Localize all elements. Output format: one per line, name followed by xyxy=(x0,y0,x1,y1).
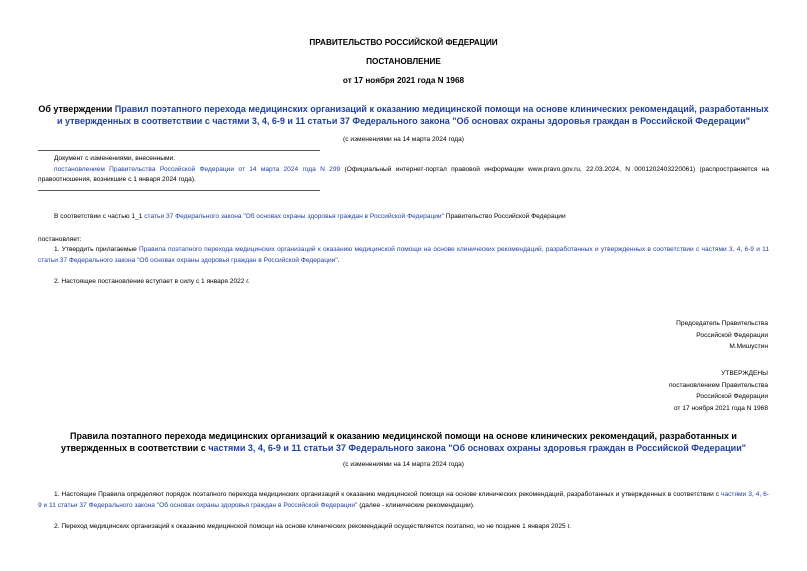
preamble-law-link[interactable]: статьи 37 Федерального закона "Об основах охраны здоровья граждан в Российской Федерации" xyxy=(144,213,444,220)
signature-line-1: Председатель Правительства xyxy=(676,320,768,327)
item-1-suffix: . xyxy=(337,256,340,264)
signature-block xyxy=(676,318,768,353)
rules-amendment-note: (с изменениями на 14 марта 2024 года) xyxy=(343,461,464,468)
item-1-prefix: 1. Утвердить прилагаемые xyxy=(54,246,140,253)
item-1-rules-link[interactable]: Правила поэтапного перехода медицинских организаций к оказанию медицинской помощи на основе клинических рекомендаций, разработанных и утвержденных в соответствии с частями 3, 4, 6-9 и 11 статьи 37 Федерального закона "Об основах охраны здоровья граждан в Российской Федерации" xyxy=(38,246,769,264)
item-1-paragraph xyxy=(38,245,769,266)
changes-box-intro: Документ с изменениями, внесенными: xyxy=(54,155,176,162)
signature-line-2: Российской Федерации xyxy=(696,331,768,339)
rule-1-law-link[interactable]: частями 3, 4, 6-9 и 11 статьи 37 Федерального закона "Об основах охраны здоровья граждан в Российской Федерации" xyxy=(38,491,769,509)
rules-title-law-link[interactable]: частями 3, 4, 6-9 и 11 статьи 37 Федерального закона "Об основах охраны здоровья граждан в Российской Федерации" xyxy=(208,443,746,453)
approved-block xyxy=(669,368,768,414)
rules-title xyxy=(38,430,769,454)
preamble-prefix: В соответствии с частью 1_1 xyxy=(54,213,145,220)
title-prefix: Об утверждении xyxy=(38,104,115,114)
preamble-paragraph xyxy=(54,212,769,223)
changes-box-rest: (Официальный интернет-портал правовой информации www.pravo.gov.ru, 22.03.2024, N 0001202403220061) (распространяется на правоотношения, возникшие с 1 января 2024 года). xyxy=(38,165,769,183)
approved-line-2: постановлением Правительства xyxy=(668,381,768,389)
date-number-heading: от 17 ноября 2021 года N 1968 xyxy=(342,76,465,85)
decides-label: постановляет: xyxy=(38,236,82,243)
approved-line-1: УТВЕРЖДЕНЫ xyxy=(721,370,768,377)
rule-1-prefix: 1. Настоящие Правила определяют порядок поэтапного перехода медицинских организаций к оказанию медицинской помощи на основе клинических рекомендаций, разработанных и утвержденных в соответствии с xyxy=(54,491,722,498)
rule-2-paragraph: 2. Переход медицинских организаций к оказанию медицинской помощи на основе клинических рекомендаций осуществляется поэтапно, но не позднее 1 января 2025 г. xyxy=(54,523,571,530)
title-rules-link[interactable]: Правил поэтапного перехода медицинских организаций к оказанию медицинской помощи на основе клинических рекомендаций, разработанных и утвержденных в соответствии с частями 3, 4, 6-9 и 11 статьи 37 Федерального закона "Об основах охраны здоровья граждан в Российской Федерации" xyxy=(56,104,769,126)
document-title xyxy=(38,103,769,127)
signature-line-3: М.Мишустин xyxy=(729,343,768,350)
rule-1-suffix: (далее - клинические рекомендации). xyxy=(357,501,475,509)
amending-decree-link[interactable]: постановлением Правительства Российской Федерации от 14 марта 2024 года N 299 xyxy=(54,165,341,173)
preamble-suffix: Правительство Российской Федерации xyxy=(443,213,566,220)
government-heading: ПРАВИТЕЛЬСТВО РОССИЙСКОЙ ФЕДЕРАЦИИ xyxy=(309,38,498,47)
changes-box-top-divider xyxy=(38,150,320,151)
rule-1-paragraph xyxy=(38,490,769,511)
item-2-paragraph: 2. Настоящее постановление вступает в силу с 1 января 2022 г. xyxy=(54,278,250,285)
rules-title-prefix: Правила поэтапного перехода медицинских организаций к оказанию медицинской помощи на основе клинических рекомендаций, разработанных и утвержденных в соответствии с xyxy=(61,431,737,453)
changes-box xyxy=(38,154,769,186)
changes-box-bottom-divider xyxy=(38,190,320,191)
changes-box-text xyxy=(38,165,769,186)
amendment-note: (с изменениями на 14 марта 2024 года) xyxy=(343,136,464,143)
approved-line-3: Российской Федерации xyxy=(696,393,768,400)
document-type-heading: ПОСТАНОВЛЕНИЕ xyxy=(366,57,441,66)
approved-line-4: от 17 ноября 2021 года N 1968 xyxy=(673,404,768,412)
